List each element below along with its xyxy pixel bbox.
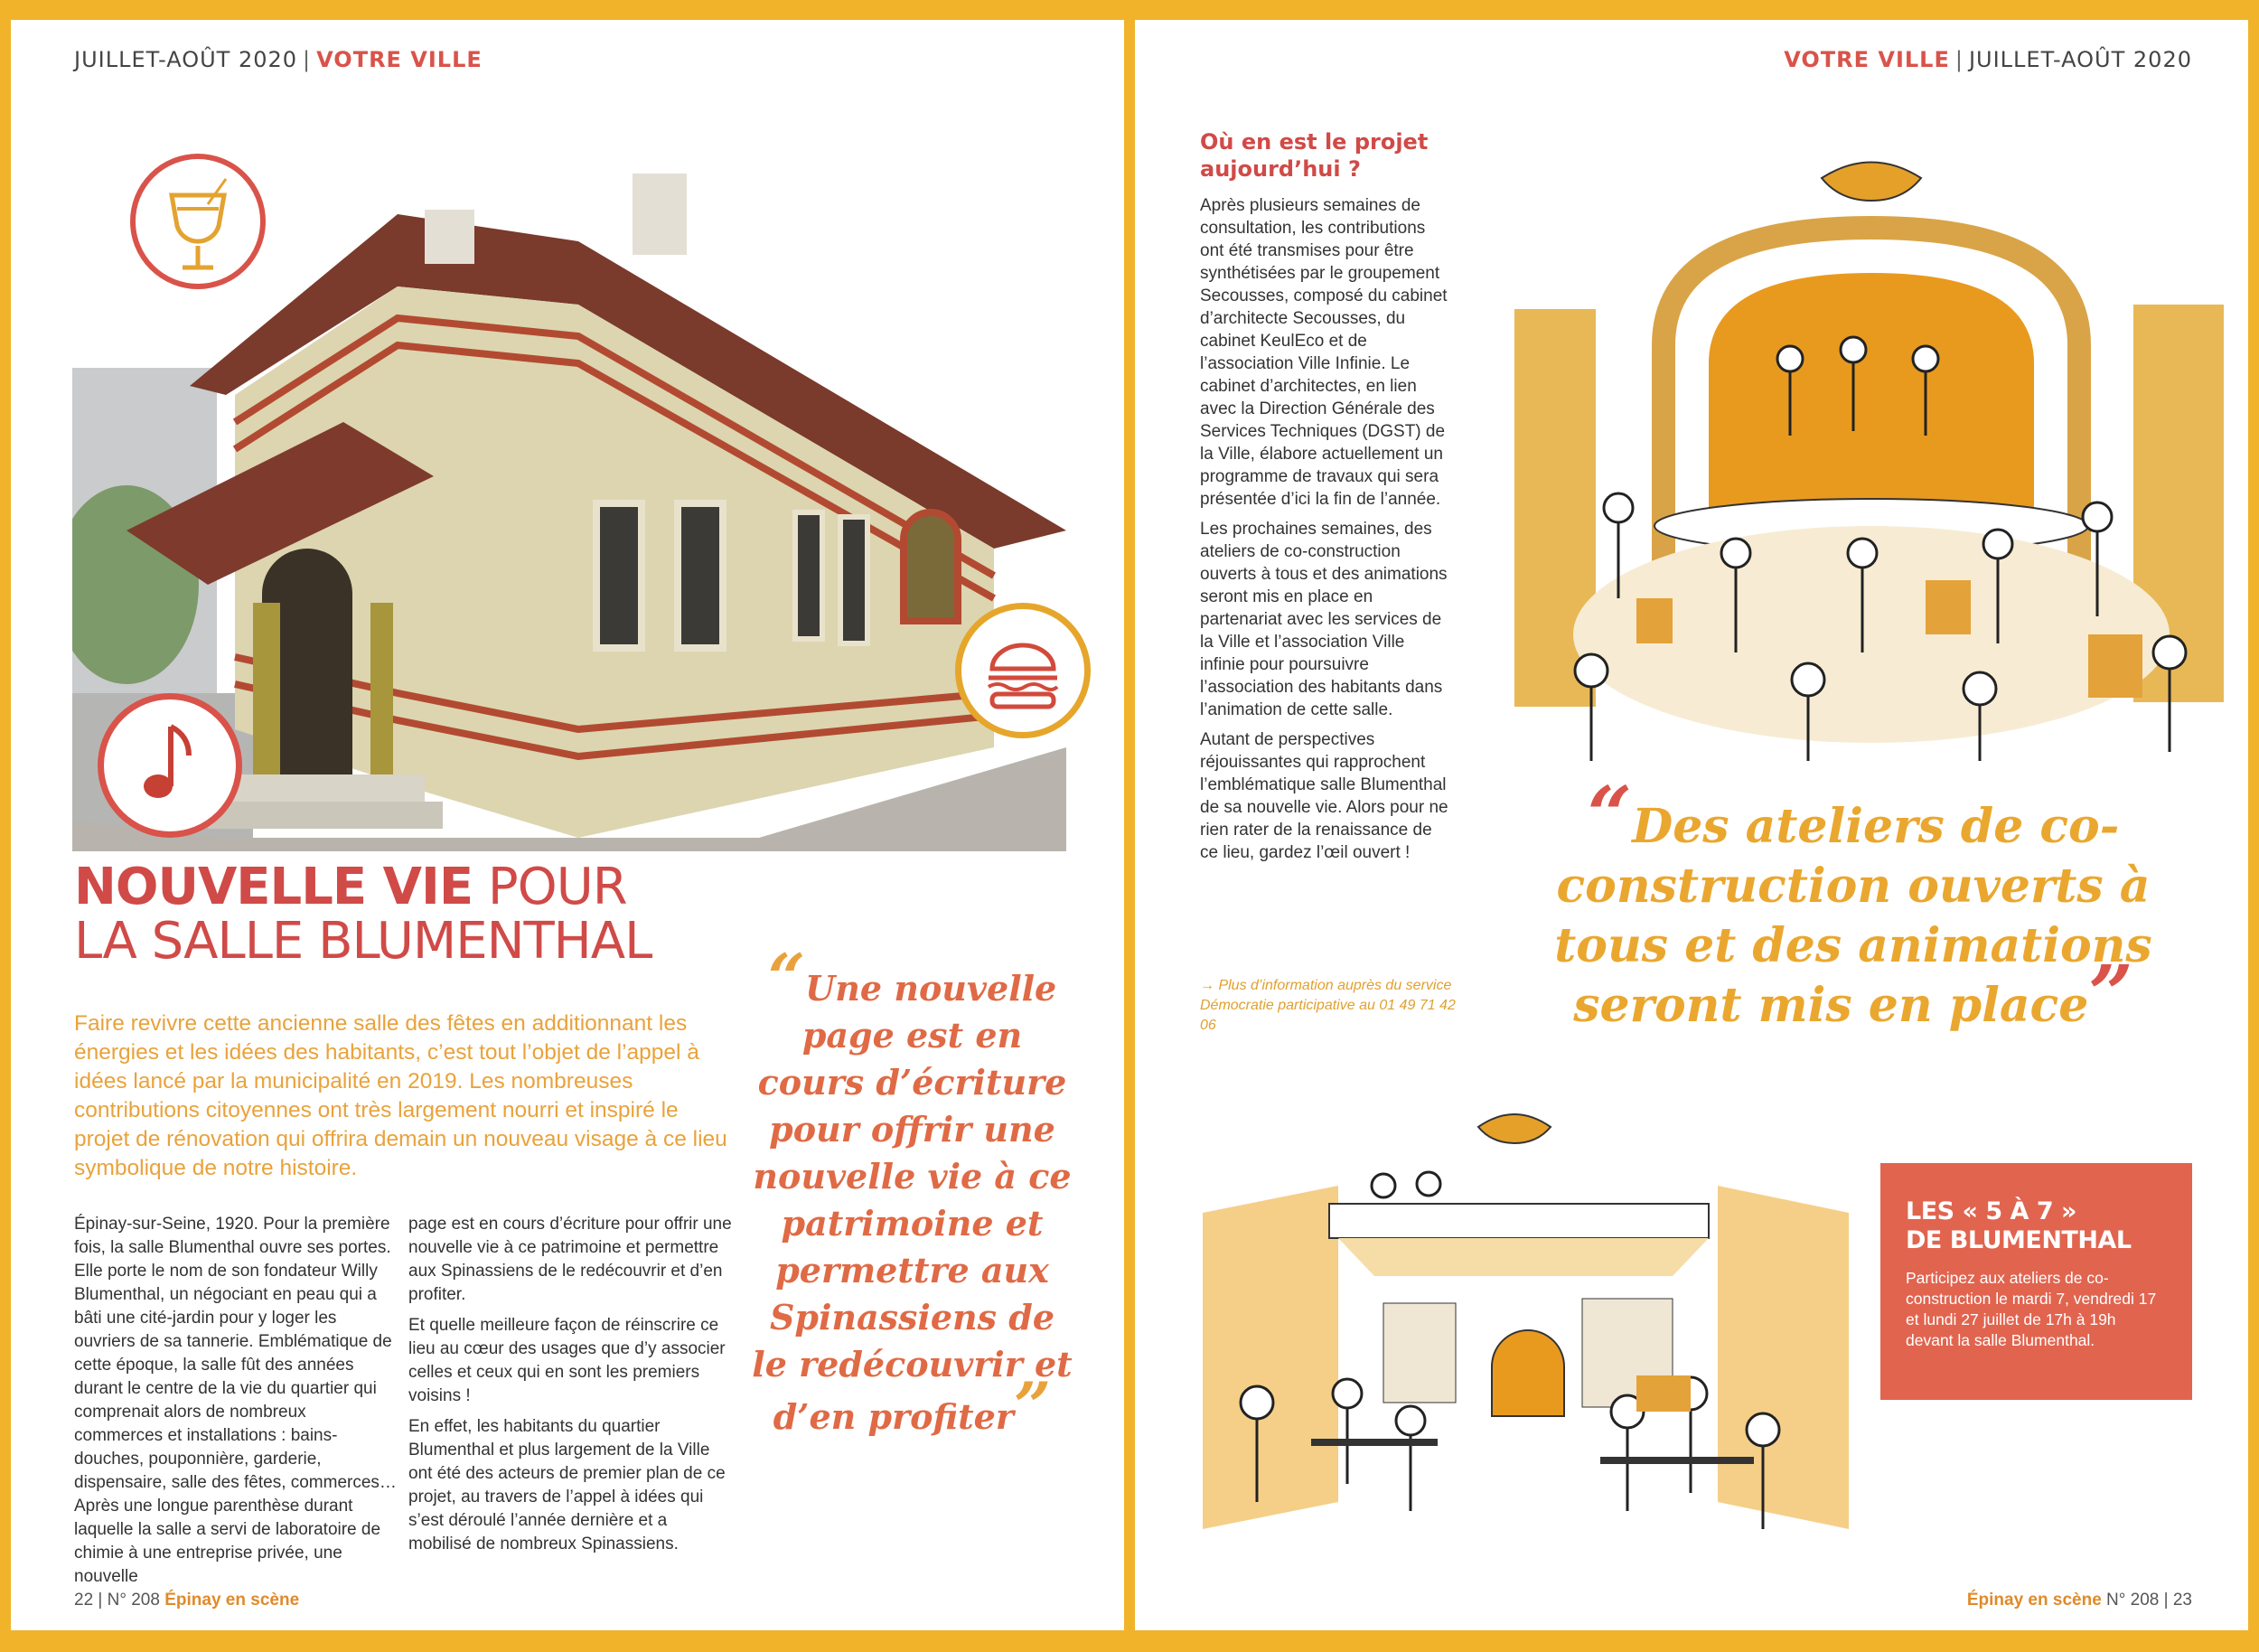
event-box-title-line1: LES « 5 À 7 » — [1906, 1197, 2076, 1225]
more-info-note: → Plus d’information auprès du service Démocratie participative au 01 49 71 42 06 — [1200, 978, 1456, 1033]
pull-quote-text: Une nouvelle page est en cours d’écriture pour offrir une nouvelle vie à ce patrimoine et permettre aux Spinassiens de le redécouvrir et d’en profiter — [752, 968, 1073, 1437]
open-quote-mark: “ — [1587, 770, 1633, 861]
cafe-illustration — [1203, 1104, 1849, 1543]
footer-magazine: Épinay en scène — [1966, 1591, 2102, 1610]
pull-quote-right — [1492, 770, 2215, 1040]
footer-issue: N° 208 — [2106, 1591, 2160, 1610]
left-footer: 22 | N° 208 Épinay en scène — [74, 1591, 300, 1610]
stage-illustration — [1510, 128, 2233, 765]
col1-paragraph: Épinay-sur-Seine, 1920. Pour la première fois, la salle Blumenthal ouvre ses portes. Elle porte le nom de son fondateur Willy Blumenthal, un négociant en peau qui a bâti une cité-jardin pour y loger les ouvriers de sa tannerie. Emblématique de cette époque, la salle fût des années durant le centre de la vie du quartier qui comprenait alors de nombreux commerces et installations : bains-douches, pouponnière, garderie, dispensaire, salle des fêtes, commerces… Après une longue parenthèse durant laquelle la salle a servi de laboratoire de chimie à une entreprise privée, une nouvelle — [74, 1215, 397, 1586]
footer-magazine: Épinay en scène — [164, 1591, 300, 1610]
open-quote-mark: “ — [767, 939, 806, 1016]
title-line2: LA SALLE BLUMENTHAL — [74, 912, 652, 971]
body-column-2 — [408, 1213, 734, 1563]
left-page — [11, 20, 1124, 1630]
music-note-icon — [98, 693, 242, 838]
footer-issue: N° 208 — [107, 1591, 160, 1610]
header-section: VOTRE VILLE — [1784, 47, 1950, 72]
right-paragraph-2: Les prochaines semaines, des ateliers de co-construction ouverts à tous et des animations seront mis en place en partenariat avec les services de la Ville et l’association Ville infinie pour poursuivre l’association des habitants dans l’animation de cette salle. — [1200, 520, 1448, 719]
event-box-title-line2: DE BLUMENTHAL — [1906, 1226, 2132, 1254]
close-quote-mark: ” — [2088, 949, 2133, 1040]
header-section: VOTRE VILLE — [316, 47, 483, 72]
header-date: JUILLET-AOÛT 2020 — [74, 47, 298, 72]
body-column-1 — [74, 1213, 398, 1596]
cocktail-icon — [130, 154, 266, 289]
right-page — [1135, 20, 2248, 1630]
right-paragraph-1: Après plusieurs semaines de consultation, les contributions ont été transmises pour être synthétisées par le groupement Secousses, composé du cabinet d’architecte Secousses, du cabinet KeulEco et de l’association Ville Infinie. Le cabinet d’architectes, en lien avec la Direction Générale des Services Techniques (DGST) de la Ville, élabore actuellement un programme de travaux qui sera présentée d’ici la fin de l’année. — [1200, 196, 1448, 509]
pull-quote-right-text: Des ateliers de co-construction ouverts à tous et des animations seront mis en place — [1554, 799, 2152, 1033]
intro-text: Faire revivre cette ancienne salle des fêtes en additionnant les énergies et les idées des habitants, c’est tout l’objet de l’appel à idées lancé par la municipalité en 2019. Les nombreuses contributions citoyennes ont très largement nourri et inspiré le projet de rénovation qui offrira demain un nouveau visage à ce lieu symbolique de notre histoire. — [74, 1011, 727, 1180]
right-paragraph-3: Autant de perspectives réjouissantes qui rapprochent l’emblématique salle Blumenthal de sa nouvelle vie. Alors pour ne rien rater de la renaissance de ce lieu, gardez l’œil ouvert ! — [1200, 730, 1448, 862]
title-light: POUR — [487, 858, 627, 916]
footer-page-number: 23 — [2172, 1591, 2192, 1610]
col2-paragraph-1: page est en cours d’écriture pour offrir une nouvelle vie à ce patrimoine et permettre aux Spinassiens de le redécouvrir et d’en profiter. — [408, 1215, 732, 1304]
col2-paragraph-2: Et quelle meilleure façon de réinscrire ce lieu au cœur des usages que d’y associer celles et ceux qui en sont les premiers voisins ! — [408, 1316, 726, 1405]
col2-paragraph-3: En effet, les habitants du quartier Blumenthal et plus largement de la Ville ont été des acteurs de premier plan de ce projet, au travers de l’appel à idées qui s’est déroulé l’année dernière et a mobilisé de nombreux Spinassiens. — [408, 1417, 726, 1553]
left-header: JUILLET-AOÛT 2020 | VOTRE VILLE — [74, 47, 483, 72]
title-bold: NOUVELLE VIE — [74, 858, 473, 916]
event-box-text: Participez aux ateliers de co-construction le mardi 7, vendredi 17 et lundi 27 juillet de 17h à 19h devant la salle Blumenthal. — [1906, 1269, 2157, 1349]
footer-page-number: 22 — [74, 1591, 94, 1610]
close-quote-mark: ” — [1013, 1367, 1052, 1444]
right-footer: Épinay en scène N° 208 | 23 — [1966, 1591, 2192, 1610]
right-header: VOTRE VILLE | JUILLET-AOÛT 2020 — [1784, 47, 2192, 72]
section-subhead: Où en est le projet aujourd’hui ? — [1200, 129, 1429, 182]
event-box-title — [1906, 1197, 2167, 1255]
burger-icon — [955, 603, 1091, 738]
article-title — [74, 860, 651, 969]
header-date: JUILLET-AOÛT 2020 — [1968, 47, 2192, 72]
event-info-box — [1880, 1163, 2192, 1400]
pull-quote-left — [747, 939, 1077, 1444]
right-body-column — [1200, 194, 1453, 871]
